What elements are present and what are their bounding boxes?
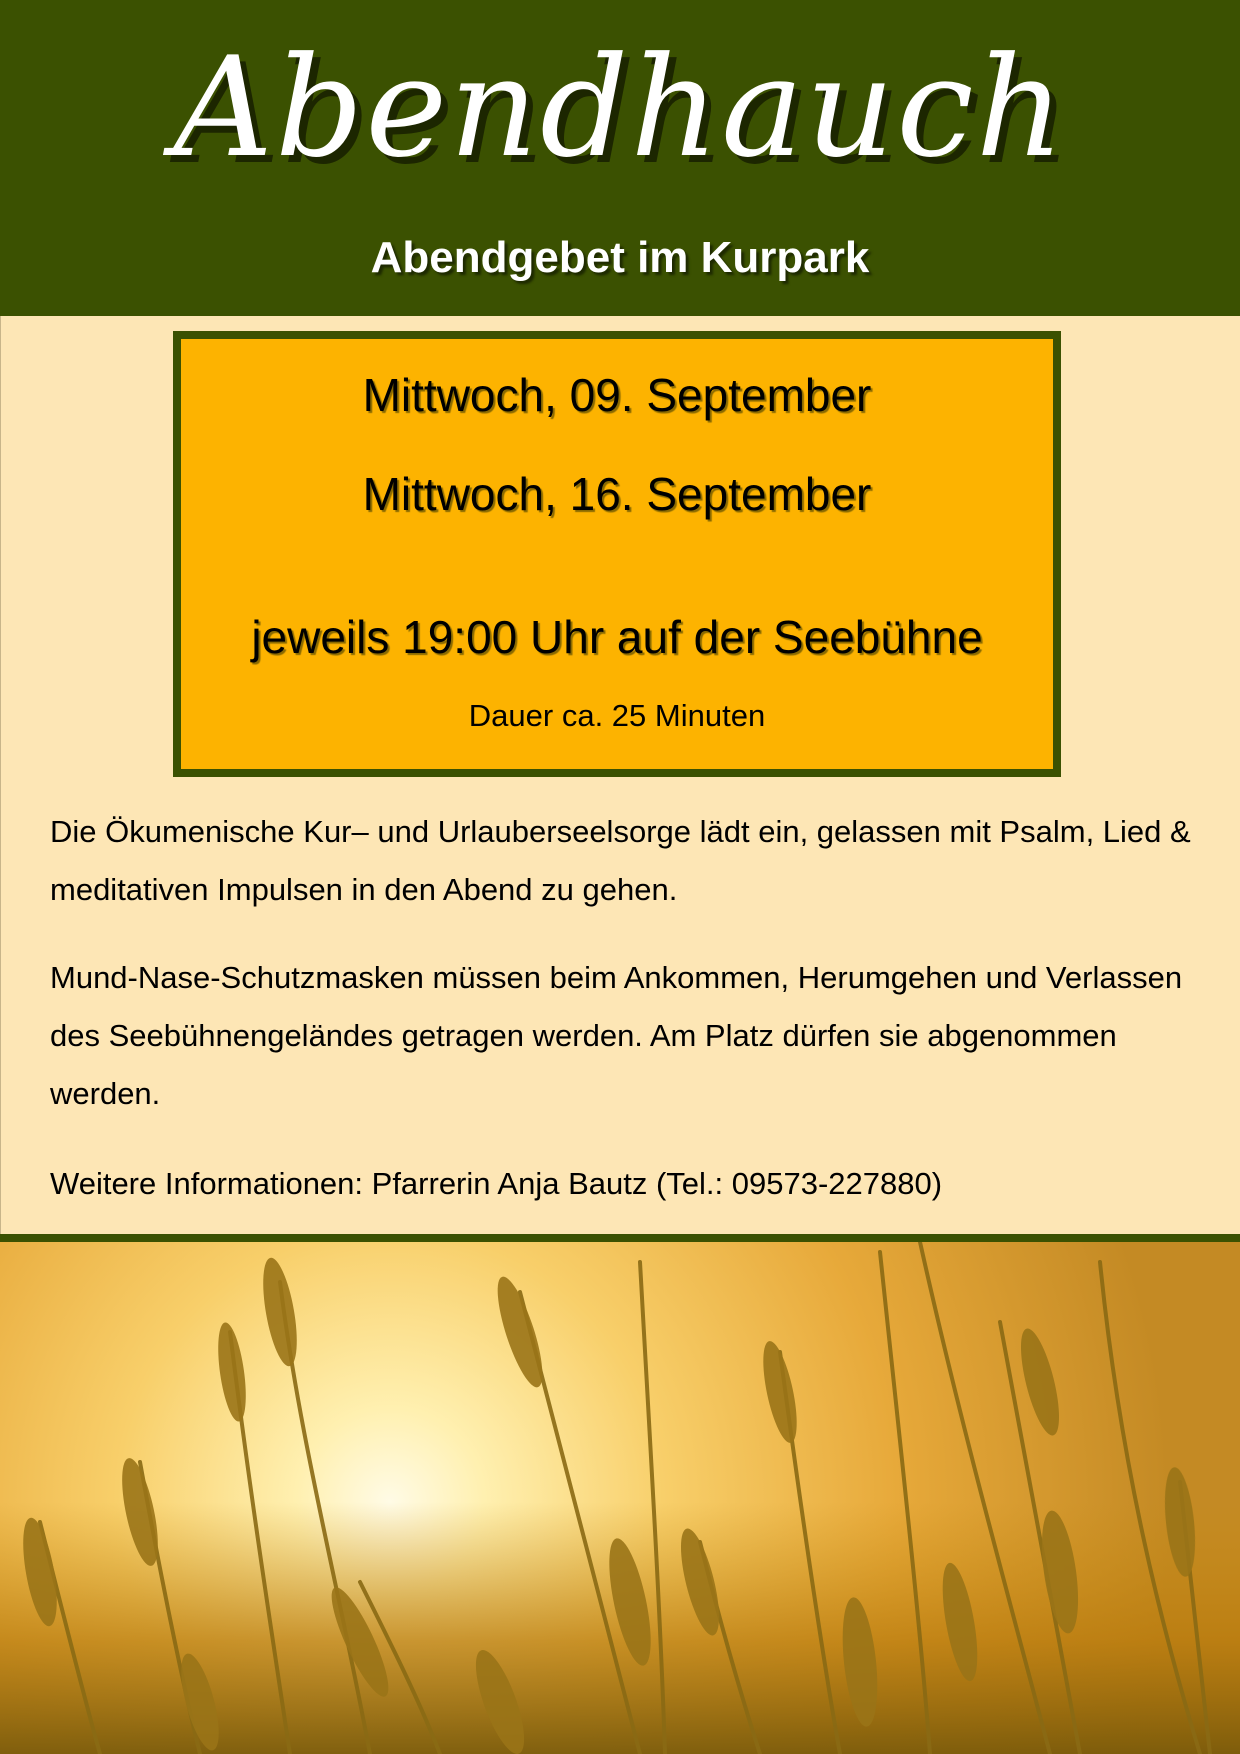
date-box	[173, 331, 1061, 777]
mask-notice-text: Mund-Nase-Schutzmasken müssen beim Ankommen, Herumgehen und Verlassen des Seebühnengeländes getragen werden. Am Platz dürfen sie abgenommen werden.	[50, 960, 1183, 1111]
event-time: jeweils 19:00 Uhr auf der Seebühne	[251, 611, 983, 663]
header-banner	[0, 0, 1240, 316]
invitation-text: Die Ökumenische Kur– und Urlauberseelsorge lädt ein, gelassen mit Psalm, Lied & meditativen Impulsen in den Abend zu gehen.	[50, 814, 1191, 907]
date-first: Mittwoch, 09. September	[362, 369, 872, 421]
date-second: Mittwoch, 16. September	[362, 468, 872, 520]
page-title: Abendhauch	[173, 27, 1067, 188]
page-subtitle: Abendgebet im Kurpark	[370, 233, 870, 282]
contact-info: Weitere Informationen: Pfarrerin Anja Bautz (Tel.: 09573-227880)	[50, 1166, 943, 1201]
sunset-grass-photo	[0, 1242, 1240, 1754]
section-divider	[0, 1234, 1240, 1242]
event-duration: Dauer ca. 25 Minuten	[468, 698, 766, 733]
